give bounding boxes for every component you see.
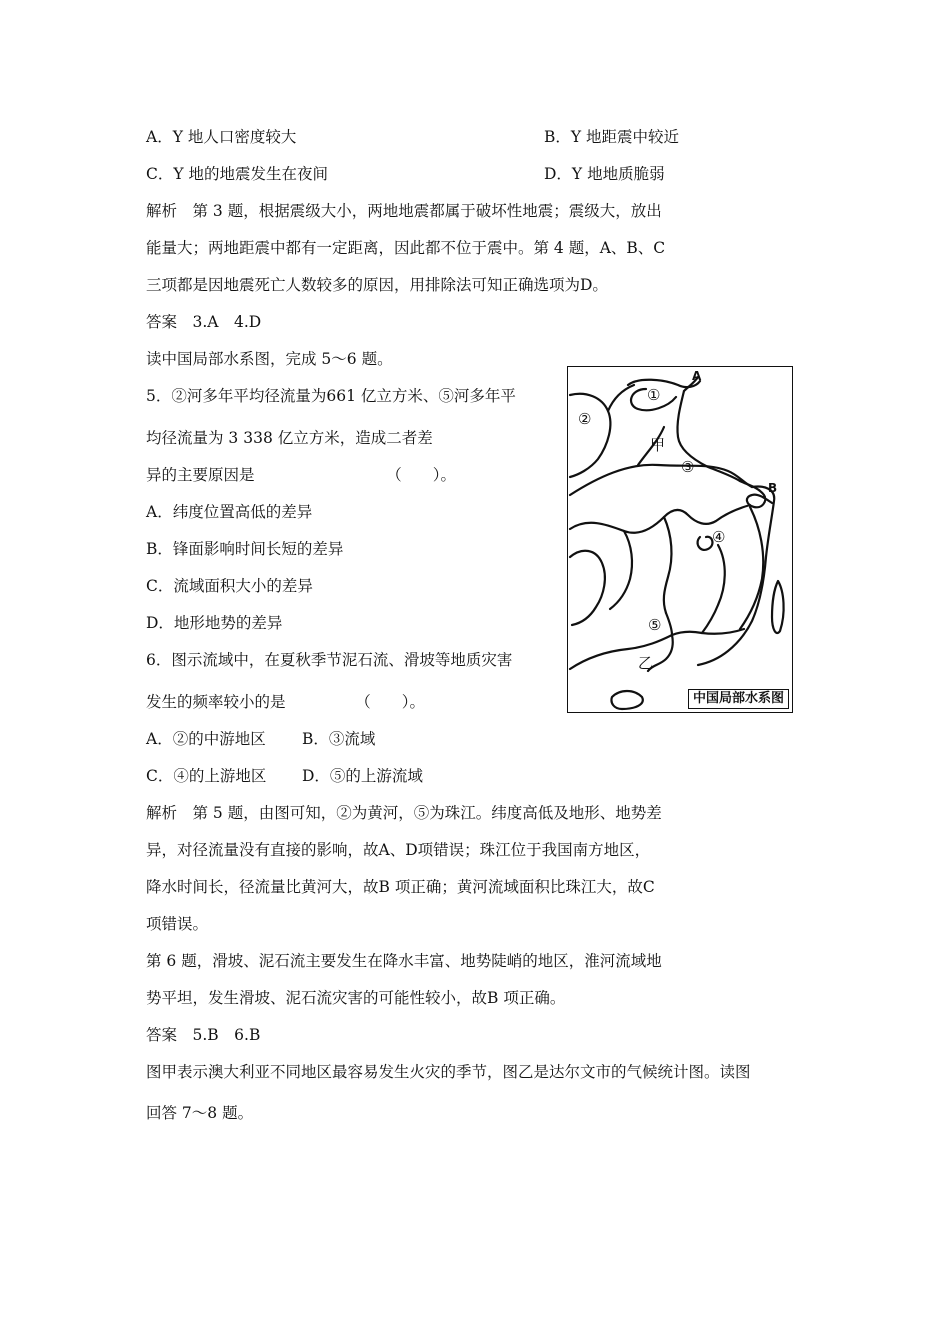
- option: A．②的中游地区: [146, 730, 266, 748]
- question-stem: 5．②河多年平均径流量为661 亿立方米、⑤河多年平: [146, 387, 516, 405]
- map-title: 中国局部水系图: [688, 689, 789, 709]
- map-rivers-svg: [568, 367, 791, 711]
- analysis-line: 解析 第 3 题，根据震级大小，两地地震都属于破坏性地震；震级大，放出: [146, 202, 662, 220]
- option-b: B．Y 地距震中较近: [544, 128, 680, 146]
- intro-line: 读中国局部水系图，完成 5～6 题。: [146, 350, 393, 368]
- analysis-line: 降水时间长，径流量比黄河大，故B 项正确；黄河流域面积比珠江大，故C: [146, 878, 655, 896]
- option-a: A．Y 地人口密度较大: [146, 128, 297, 146]
- label-point-b: B: [768, 481, 778, 495]
- option: B．锋面影响时间长短的差异: [146, 540, 344, 558]
- analysis-line: 三项都是因地震死亡人数较多的原因，用排除法可知正确选项为D。: [146, 276, 608, 294]
- river-5-line: [570, 629, 744, 672]
- option: C．流域面积大小的差异: [146, 577, 313, 595]
- label-river-4: ④: [712, 528, 726, 546]
- intro-line: 图甲表示澳大利亚不同地区最容易发生火灾的季节，图乙是达尔文市的气候统计图。读图: [146, 1063, 751, 1081]
- river-4-trib: [702, 545, 725, 633]
- label-river-2: ②: [578, 410, 592, 428]
- question-stem: 6．图示流域中，在夏秋季节泥石流、滑坡等地质灾害: [146, 651, 513, 669]
- analysis-line: 第 6 题，滑坡、泥石流主要发生在降水丰富、地势陡峭的地区，淮河流域地: [146, 952, 662, 970]
- question-stem: 发生的频率较小的是 （ ）。: [146, 693, 426, 711]
- label-river-5: ⑤: [648, 616, 662, 634]
- question-stem: 均径流量为 3 338 亿立方米，造成二者差: [146, 429, 433, 447]
- option-row: [146, 127, 680, 147]
- label-jia: 甲: [650, 436, 666, 454]
- answer-line: 答案 5.B 6.B: [146, 1026, 261, 1044]
- option-c: C．Y 地的地震发生在夜间: [146, 165, 329, 183]
- analysis-line: 解析 第 5 题，由图可知，②为黄河，⑤为珠江。纬度高低及地形、地势差: [146, 804, 662, 822]
- option: C．④的上游地区: [146, 767, 267, 785]
- river-system-map: [567, 366, 793, 713]
- question-stem: 异的主要原因是 （ ）。: [146, 466, 457, 484]
- trib-west-2: [610, 531, 632, 609]
- analysis-line: 能量大；两地距震中都有一定距离，因此都不位于震中。第 4 题，A、B、C: [146, 239, 666, 257]
- label-point-a: A: [692, 369, 702, 383]
- analysis-line: 势平坦，发生滑坡、泥石流灾害的可能性较小，故B 项正确。: [146, 989, 566, 1007]
- option-row: [146, 729, 376, 749]
- answer-line: 答案 3.A 4.D: [146, 313, 262, 331]
- river-4-trib2: [740, 507, 763, 629]
- option: B．③流域: [302, 730, 376, 748]
- river-2-line: [570, 394, 610, 477]
- option: D．⑤的上游流域: [302, 767, 423, 785]
- trib-mid: [664, 517, 672, 613]
- river-3-line: [570, 465, 752, 495]
- option: D．地形地势的差异: [146, 614, 283, 632]
- analysis-line: 项错误。: [146, 915, 209, 933]
- river-4-loop: [698, 537, 713, 550]
- option-d: D．Y 地地质脆弱: [544, 165, 665, 183]
- analysis-line: 异，对径流量没有直接的影响，故A、D项错误；珠江位于我国南方地区，: [146, 841, 651, 859]
- option: A．纬度位置高低的差异: [146, 503, 313, 521]
- river-2-upper: [608, 385, 634, 411]
- river-5-branch: [666, 613, 672, 635]
- label-river-3: ③: [681, 458, 695, 476]
- taiwan-island: [772, 581, 784, 633]
- hainan-island: [611, 691, 642, 709]
- option-row: [146, 766, 423, 786]
- option-row: [146, 164, 665, 184]
- label-yi: 乙: [638, 654, 654, 672]
- label-river-1: ①: [647, 386, 661, 404]
- trib-west-1: [570, 551, 605, 625]
- intro-line: 回答 7～8 题。: [146, 1104, 254, 1122]
